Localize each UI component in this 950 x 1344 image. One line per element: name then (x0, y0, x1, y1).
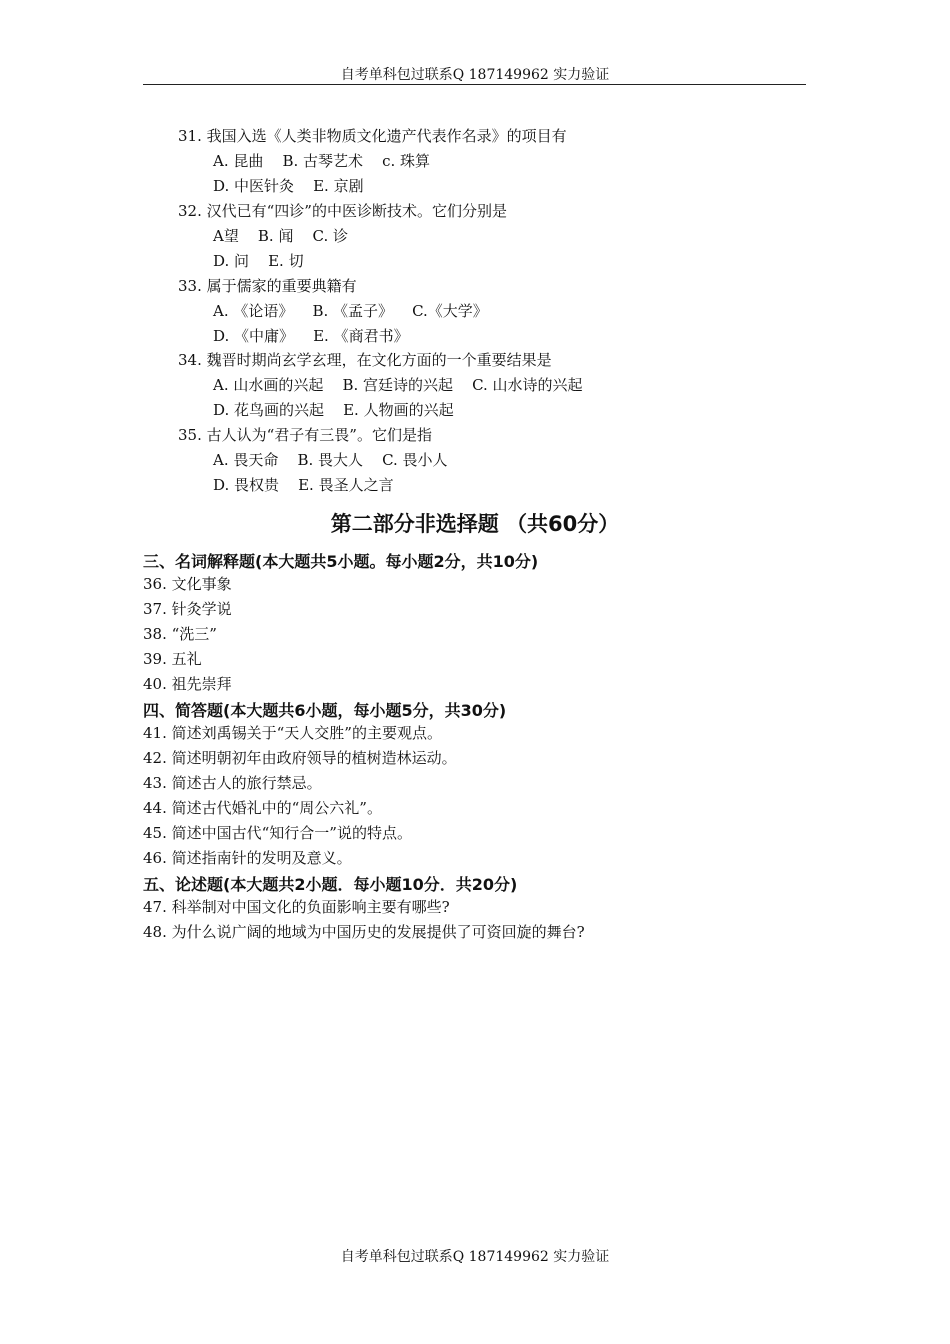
question-45: 45. 简述中国古代“知行合一”说的特点。 (143, 824, 412, 842)
question-43: 43. 简述古人的旅行禁忌。 (143, 774, 322, 792)
question-48: 48. 为什么说广阔的地域为中国历史的发展提供了可资回旋的舞台? (143, 923, 585, 941)
question-34-options-row-1: A. 山水画的兴起 B. 宫廷诗的兴起 C. 山水诗的兴起 (213, 376, 583, 394)
header-rule (143, 84, 806, 85)
question-35-options-row-1: A. 畏天命 B. 畏大人 C. 畏小人 (213, 451, 448, 469)
page-footer: 自考单科包过联系Q 187149962 实力验证 (340, 1249, 610, 1265)
question-31-stem: 31. 我国入选《人类非物质文化遗产代表作名录》的项目有 (178, 127, 567, 145)
question-34-options-row-2: D. 花鸟画的兴起 E. 人物画的兴起 (213, 401, 454, 419)
question-35-options-row-2: D. 畏权贵 E. 畏圣人之言 (213, 476, 394, 494)
section-3-title: 三、名词解释题(本大题共5小题。每小题2分，共10分) (143, 552, 539, 571)
question-47: 47. 科举制对中国文化的负面影响主要有哪些? (143, 898, 450, 916)
question-41: 41. 简述刘禹锡关于“天人交胜”的主要观点。 (143, 724, 442, 742)
question-44: 44. 简述古代婚礼中的“周公六礼”。 (143, 799, 382, 817)
question-33-options-row-2: D. 《中庸》 E. 《商君书》 (213, 327, 409, 345)
question-31-options-row-1: A. 昆曲 B. 古琴艺术 c. 珠算 (213, 152, 431, 170)
question-42: 42. 简述明朝初年由政府领导的植树造林运动。 (143, 749, 457, 767)
question-32-stem: 32. 汉代已有“四诊”的中医诊断技术。它们分别是 (178, 202, 507, 220)
question-32-options-row-1: A望 B. 闻 C. 诊 (213, 227, 349, 245)
question-46: 46. 简述指南针的发明及意义。 (143, 849, 352, 867)
page-header: 自考单科包过联系Q 187149962 实力验证 (340, 67, 610, 83)
question-40: 40. 祖先崇拜 (143, 675, 232, 693)
question-31-options-row-2: D. 中医针灸 E. 京剧 (213, 177, 364, 195)
question-34-stem: 34. 魏晋时期尚玄学玄理，在文化方面的一个重要结果是 (178, 351, 552, 369)
question-38: 38. “洗三” (143, 625, 217, 643)
question-32-options-row-2: D. 问 E. 切 (213, 252, 304, 270)
question-33-options-row-1: A. 《论语》 B. 《孟子》 C.《大学》 (213, 302, 488, 320)
question-36: 36. 文化事象 (143, 575, 232, 593)
part-two-title: 第二部分非选择题 （共60分） (330, 512, 620, 536)
question-35-stem: 35. 古人认为“君子有三畏”。它们是指 (178, 426, 432, 444)
question-39: 39. 五礼 (143, 650, 202, 668)
question-37: 37. 针灸学说 (143, 600, 232, 618)
section-4-title: 四、简答题(本大题共6小题，每小题5分，共30分) (143, 701, 507, 720)
section-5-title: 五、论述题(本大题共2小题．每小题10分．共20分) (143, 875, 518, 894)
question-33-stem: 33. 属于儒家的重要典籍有 (178, 277, 357, 295)
